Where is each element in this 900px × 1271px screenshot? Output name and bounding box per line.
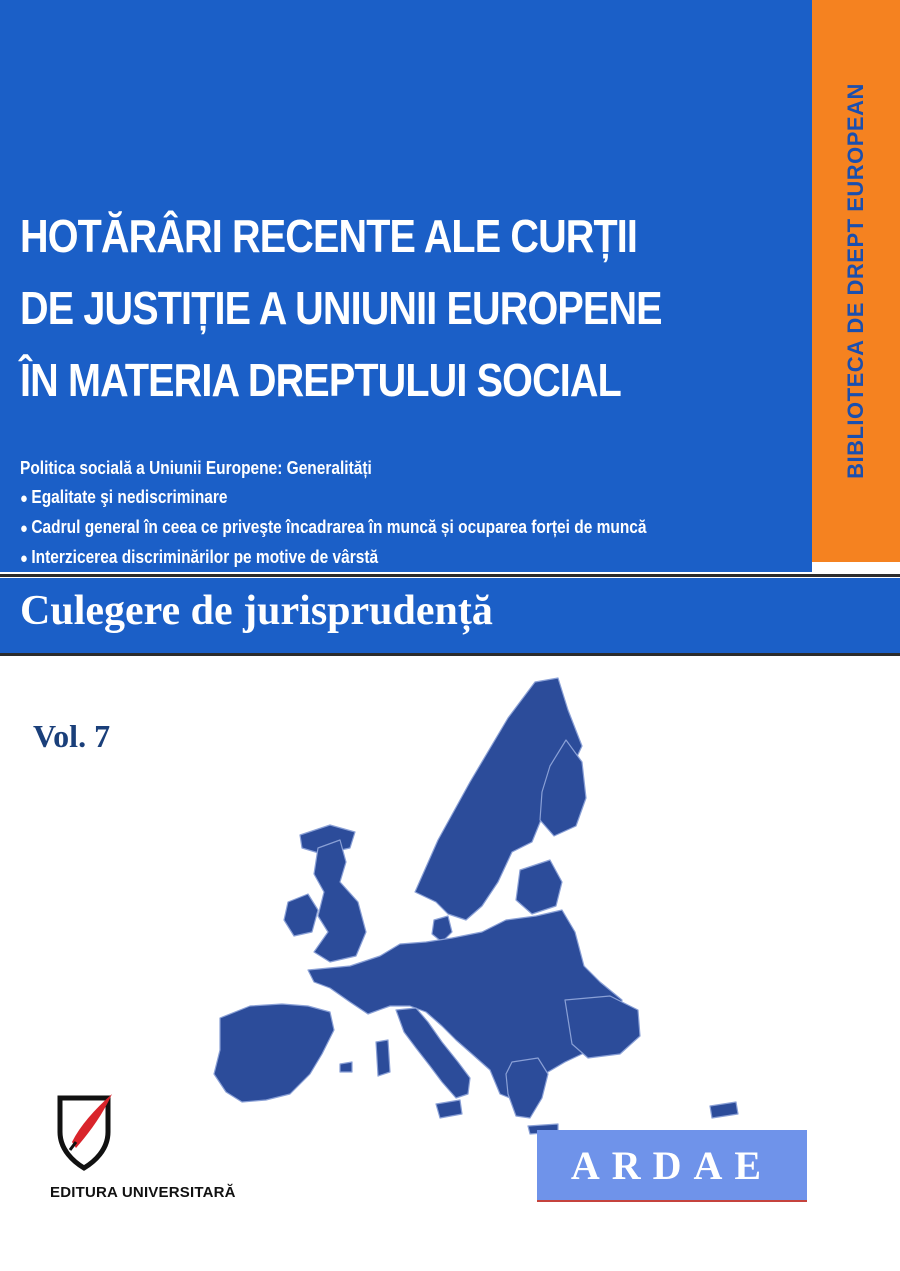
topic-item: ● Cadrul general în ceea ce priveşte încadrarea în muncă și ocuparea forței de muncă [20,513,647,543]
topics-heading: Politica socială a Uniunii Europene: Generalități [20,458,372,478]
map-region [710,1102,738,1118]
map-region [314,840,366,962]
subtitle: Culegere de jurisprudență [20,588,493,634]
topic-item: ● Egalitate şi nediscriminare [20,483,647,513]
volume-label: Vol. 7 [33,718,111,754]
map-region [214,1004,334,1102]
map-region [436,1100,462,1118]
series-band [812,0,900,562]
map-region [516,860,562,914]
map-region [506,1058,548,1118]
book-title-line-3: ÎN MATERIA DREPTULUI SOCIAL [20,354,621,406]
publisher-logo-icon [54,1092,114,1172]
map-region [376,1040,390,1076]
series-name: BIBLIOTECA DE DREPT EUROPEAN [843,83,868,479]
publisher-name: EDITURA UNIVERSITARĂ [50,1184,236,1201]
topics-list [20,454,647,573]
book-title [20,200,699,416]
imprint-underline [537,1200,807,1202]
imprint-name: ARDAE [570,1142,774,1188]
topic-item: ● Interzicerea discriminărilor pe motive de vârstă [20,543,647,573]
map-region [284,894,318,936]
book-title-line-2: DE JUSTIȚIE A UNIUNII EUROPENE [20,282,662,334]
imprint-badge [537,1130,807,1200]
book-title-line-1: HOTĂRÂRI RECENTE ALE CURȚII [20,210,638,262]
divider [0,653,900,656]
europe-map-icon [190,670,760,1140]
map-region [340,1062,352,1072]
divider [0,574,900,577]
